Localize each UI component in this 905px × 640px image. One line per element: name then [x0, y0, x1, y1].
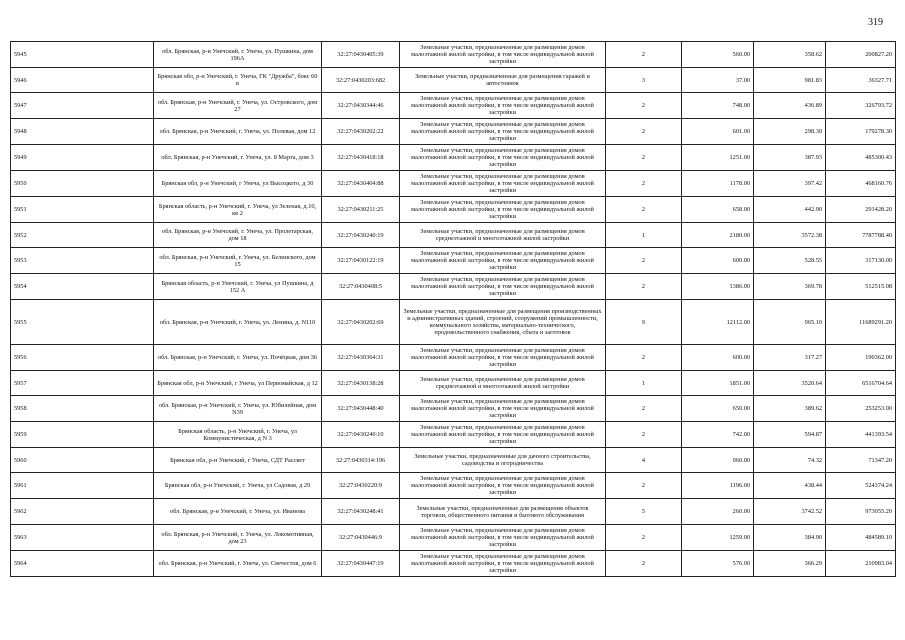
row-cadastral-value: 524374.24	[826, 473, 896, 499]
row-address: обл. Брянская, р-н Унечский, г. Унеча, ул. Белинского, дом 15	[154, 248, 322, 274]
row-address: обл. Брянская, р-н Унечский, г. Унеча, ул. Почёцкая, дом 36	[154, 345, 322, 371]
table-row	[11, 448, 896, 473]
row-cadastral-value: 468160.76	[826, 171, 896, 197]
row-use-group: 2	[606, 145, 682, 171]
row-cadastral-value: 484589.10	[826, 525, 896, 551]
row-specific-value: 389.62	[754, 396, 826, 422]
row-cadastral-number: 32:27:0430240:10	[322, 422, 400, 448]
table-row	[11, 371, 896, 396]
row-cadastral-number: 32:27:0430240:19	[322, 223, 400, 248]
row-address: Брянская обл, р-н Унечский, г. Унеча, ГК "Дружба", бокс 60 в	[154, 68, 322, 93]
row-permitted-use: Земельные участки, предназначенные для размещения домов малоэтажной жилой застройки, в том числе индивидуальной жилой застройки	[400, 422, 606, 448]
row-use-group: 9	[606, 300, 682, 345]
row-number: 5946	[11, 68, 154, 93]
row-number: 5947	[11, 93, 154, 119]
row-area: 650.00	[682, 396, 754, 422]
row-cadastral-number: 32:27:0430138:28	[322, 371, 400, 396]
row-specific-value: 594.87	[754, 422, 826, 448]
row-specific-value: 3572.38	[754, 223, 826, 248]
row-address: Брянская обл, р-н Унечский, г Унеча, ул Высоцкого, д 30	[154, 171, 322, 197]
row-address: обл. Брянская, р-н Унечский, г. Унеча, ул. Островского, дом 27	[154, 93, 322, 119]
row-number: 5964	[11, 551, 154, 577]
row-permitted-use: Земельные участки, предназначенные для размещения домов малоэтажной жилой застройки, в том числе индивидуальной жилой застройки	[400, 42, 606, 68]
row-number: 5945	[11, 42, 154, 68]
row-number: 5950	[11, 171, 154, 197]
row-specific-value: 366.29	[754, 551, 826, 577]
row-cadastral-number: 32:27:0430203:682	[322, 68, 400, 93]
table-row	[11, 145, 896, 171]
row-permitted-use: Земельные участки, предназначенные для размещения домов малоэтажной жилой застройки, в том числе индивидуальной жилой застройки	[400, 119, 606, 145]
table-row	[11, 248, 896, 274]
row-specific-value: 358.62	[754, 42, 826, 68]
row-cadastral-value: 441393.54	[826, 422, 896, 448]
row-area: 37.00	[682, 68, 754, 93]
row-use-group: 4	[606, 448, 682, 473]
table-body	[11, 42, 896, 577]
row-cadastral-value: 7787788.40	[826, 223, 896, 248]
row-address: Брянская обл, р-н Унечский, г. Унеча, ул Садовая, д 29	[154, 473, 322, 499]
row-number: 5959	[11, 422, 154, 448]
row-address: обл. Брянская, р-н Унечский, г. Унеча, ул. Юбилейная, дом N39	[154, 396, 322, 422]
row-number: 5949	[11, 145, 154, 171]
row-cadastral-number: 32:27:0430220:9	[322, 473, 400, 499]
row-cadastral-value: 317130.00	[826, 248, 896, 274]
row-area: 600.00	[682, 345, 754, 371]
row-permitted-use: Земельные участки, предназначенные для размещения домов малоэтажной жилой застройки, в том числе индивидуальной жилой застройки	[400, 551, 606, 577]
row-address: Брянская область, р-н Унечский, г. Унеча, ул Пушкина, д 152 А	[154, 274, 322, 300]
row-cadastral-number: 32:27:0430418:18	[322, 145, 400, 171]
row-number: 5952	[11, 223, 154, 248]
row-use-group: 2	[606, 396, 682, 422]
row-use-group: 2	[606, 197, 682, 223]
table-row	[11, 473, 896, 499]
row-area: 748.00	[682, 93, 754, 119]
row-cadastral-value: 210983.04	[826, 551, 896, 577]
table-row	[11, 68, 896, 93]
row-permitted-use: Земельные участки, предназначенные для размещения домов малоэтажной жилой застройки, в том числе индивидуальной жилой застройки	[400, 274, 606, 300]
table-row	[11, 300, 896, 345]
row-permitted-use: Земельные участки, предназначенные для размещения гаражей и автостоянок	[400, 68, 606, 93]
row-cadastral-value: 200827.20	[826, 42, 896, 68]
row-cadastral-number: 32:27:0430408:5	[322, 274, 400, 300]
row-number: 5948	[11, 119, 154, 145]
table-row	[11, 551, 896, 577]
row-use-group: 2	[606, 93, 682, 119]
row-cadastral-number: 32:27:0430447:19	[322, 551, 400, 577]
row-cadastral-value: 179278.30	[826, 119, 896, 145]
row-address: обл. Брянская, р-н Унечский, г. Унеча, ул. Пролетарская, дом 18	[154, 223, 322, 248]
row-use-group: 2	[606, 248, 682, 274]
row-number: 5958	[11, 396, 154, 422]
table-row	[11, 42, 896, 68]
row-area: 742.00	[682, 422, 754, 448]
row-area: 1178.00	[682, 171, 754, 197]
row-permitted-use: Земельные участки, предназначенные для размещения домов малоэтажной жилой застройки, в том числе индивидуальной жилой застройки	[400, 525, 606, 551]
row-use-group: 2	[606, 42, 682, 68]
row-cadastral-number: 32:27:0430448:40	[322, 396, 400, 422]
row-permitted-use: Земельные участки, предназначенные для размещения домов среднеэтажной и многоэтажной жилой застройки	[400, 223, 606, 248]
row-cadastral-value: 190362.00	[826, 345, 896, 371]
row-specific-value: 3520.64	[754, 371, 826, 396]
row-use-group: 2	[606, 473, 682, 499]
row-cadastral-value: 512515.08	[826, 274, 896, 300]
table-row	[11, 345, 896, 371]
row-use-group: 1	[606, 223, 682, 248]
row-permitted-use: Земельные участки, предназначенные для дачного строительства, садоводства и огородничества	[400, 448, 606, 473]
row-cadastral-number: 32:27:0430446:9	[322, 525, 400, 551]
row-permitted-use: Земельные участки, предназначенные для размещения домов малоэтажной жилой застройки, в том числе индивидуальной жилой застройки	[400, 248, 606, 274]
row-cadastral-number: 32:27:0430211:25	[322, 197, 400, 223]
row-use-group: 2	[606, 551, 682, 577]
table-row	[11, 499, 896, 525]
row-use-group: 2	[606, 422, 682, 448]
row-specific-value: 384.90	[754, 525, 826, 551]
row-permitted-use: Земельные участки, предназначенные для размещения домов среднеэтажной и многоэтажной жилой застройки	[400, 371, 606, 396]
row-specific-value: 298.30	[754, 119, 826, 145]
row-address: обл. Брянская, р-н Унечский, г. Унеча, ул. Свечестов, дом 6	[154, 551, 322, 577]
row-number: 5956	[11, 345, 154, 371]
row-area: 1259.00	[682, 525, 754, 551]
row-permitted-use: Земельные участки, предназначенные для размещения домов малоэтажной жилой застройки, в том числе индивидуальной жилой застройки	[400, 197, 606, 223]
row-permitted-use: Земельные участки, предназначенные для размещения объектов торговли, общественного питания и бытового обслуживания	[400, 499, 606, 525]
row-cadastral-number: 32:27:0430248:41	[322, 499, 400, 525]
row-number: 5953	[11, 248, 154, 274]
table-row	[11, 422, 896, 448]
row-address: обл. Брянская, р-н Унечский, г. Унеча, ул. Локомотивная, дом 23	[154, 525, 322, 551]
row-area: 576.00	[682, 551, 754, 577]
row-specific-value: 397.42	[754, 171, 826, 197]
row-cadastral-value: 253253.00	[826, 396, 896, 422]
row-cadastral-number: 32:27:0430405:39	[322, 42, 400, 68]
row-address: обл. Брянская, р-н Унечский, г. Унеча, ул. Ленина, д. N110	[154, 300, 322, 345]
row-address: обл. Брянская, р-н Унечский, г. Унеча, ул. 8 Марта, дом 3	[154, 145, 322, 171]
row-area: 1251.00	[682, 145, 754, 171]
table-row	[11, 396, 896, 422]
row-cadastral-value: 6516704.64	[826, 371, 896, 396]
row-use-group: 3	[606, 68, 682, 93]
table-row	[11, 119, 896, 145]
row-area: 2180.00	[682, 223, 754, 248]
row-number: 5960	[11, 448, 154, 473]
row-address: Брянская область, р-н Унечский, г. Унеча, ул Коммунистическая, д N 3	[154, 422, 322, 448]
row-number: 5951	[11, 197, 154, 223]
row-use-group: 5	[606, 499, 682, 525]
cadastral-value-table	[10, 41, 896, 577]
row-number: 5961	[11, 473, 154, 499]
row-number: 5957	[11, 371, 154, 396]
row-specific-value: 369.78	[754, 274, 826, 300]
row-address: обл. Брянская, р-н Унечский, г. Унеча, ул. Полевая, дом 12	[154, 119, 322, 145]
row-permitted-use: Земельные участки, предназначенные для размещения домов малоэтажной жилой застройки, в том числе индивидуальной жилой застройки	[400, 473, 606, 499]
row-cadastral-number: 32:27:0430202:69	[322, 300, 400, 345]
row-cadastral-value: 36327.71	[826, 68, 896, 93]
table-row	[11, 274, 896, 300]
row-cadastral-value: 71347.20	[826, 448, 896, 473]
row-use-group: 2	[606, 171, 682, 197]
row-use-group: 2	[606, 525, 682, 551]
row-address: Брянская область, р-н Унечский, г. Унеча, ул Зеленая, д.10, кв 2	[154, 197, 322, 223]
row-use-group: 1	[606, 371, 682, 396]
table-row	[11, 223, 896, 248]
row-specific-value: 981.83	[754, 68, 826, 93]
row-cadastral-number: 32:27:0430344:46	[322, 93, 400, 119]
row-permitted-use: Земельные участки, предназначенные для размещения производственных и административных зданий, строений, сооружений промышленности, коммунального хозяйства, материально-технического, продовольственного снабжения, сбыта и заготовок	[400, 300, 606, 345]
row-cadastral-number: 32:27:0430364:31	[322, 345, 400, 371]
row-address: обл. Брянская, р-н Унечский, г. Унеча, ул. Пушкина, дом 196А	[154, 42, 322, 68]
row-cadastral-value: 485300.43	[826, 145, 896, 171]
row-area: 260.00	[682, 499, 754, 525]
row-permitted-use: Земельные участки, предназначенные для размещения домов малоэтажной жилой застройки, в том числе индивидуальной жилой застройки	[400, 171, 606, 197]
row-use-group: 2	[606, 345, 682, 371]
row-area: 658.00	[682, 197, 754, 223]
row-cadastral-value: 11689291.20	[826, 300, 896, 345]
table-row	[11, 197, 896, 223]
row-permitted-use: Земельные участки, предназначенные для размещения домов малоэтажной жилой застройки, в том числе индивидуальной жилой застройки	[400, 145, 606, 171]
row-number: 5955	[11, 300, 154, 345]
row-cadastral-value: 973055.20	[826, 499, 896, 525]
page-number: 319	[868, 17, 883, 28]
row-area: 601.00	[682, 119, 754, 145]
row-use-group: 2	[606, 274, 682, 300]
row-specific-value: 442.90	[754, 197, 826, 223]
row-cadastral-value: 291428.20	[826, 197, 896, 223]
row-address: Брянская обл, р-н Унечский, г Унеча, СДТ Рассвет	[154, 448, 322, 473]
row-area: 1196.00	[682, 473, 754, 499]
row-specific-value: 3742.52	[754, 499, 826, 525]
row-area: 1386.00	[682, 274, 754, 300]
row-cadastral-number: 32:27:0430202:22	[322, 119, 400, 145]
row-address: Брянская обл, р-н Унечский, г Унеча, ул Первомайская, д 12	[154, 371, 322, 396]
row-use-group: 2	[606, 119, 682, 145]
table-row	[11, 525, 896, 551]
row-specific-value: 965.10	[754, 300, 826, 345]
row-cadastral-number: 32:27:0430314:196	[322, 448, 400, 473]
row-number: 5963	[11, 525, 154, 551]
row-area: 1851.00	[682, 371, 754, 396]
table-row	[11, 93, 896, 119]
row-specific-value: 436.89	[754, 93, 826, 119]
row-cadastral-number: 32:27:0430122:19	[322, 248, 400, 274]
row-permitted-use: Земельные участки, предназначенные для размещения домов малоэтажной жилой застройки, в том числе индивидуальной жилой застройки	[400, 93, 606, 119]
table-row	[11, 171, 896, 197]
row-cadastral-number: 32:27:0430404:88	[322, 171, 400, 197]
row-specific-value: 387.93	[754, 145, 826, 171]
row-number: 5962	[11, 499, 154, 525]
row-permitted-use: Земельные участки, предназначенные для размещения домов малоэтажной жилой застройки, в том числе индивидуальной жилой застройки	[400, 396, 606, 422]
row-area: 560.00	[682, 42, 754, 68]
row-specific-value: 528.55	[754, 248, 826, 274]
row-cadastral-value: 326793.72	[826, 93, 896, 119]
row-address: обл. Брянская, р-н Унечский, г. Унеча, ул. Иванова	[154, 499, 322, 525]
row-area: 960.00	[682, 448, 754, 473]
row-number: 5954	[11, 274, 154, 300]
row-specific-value: 74.32	[754, 448, 826, 473]
row-specific-value: 438.44	[754, 473, 826, 499]
row-area: 600.00	[682, 248, 754, 274]
row-permitted-use: Земельные участки, предназначенные для размещения домов малоэтажной жилой застройки, в том числе индивидуальной жилой застройки	[400, 345, 606, 371]
row-area: 12112.00	[682, 300, 754, 345]
row-specific-value: 317.27	[754, 345, 826, 371]
